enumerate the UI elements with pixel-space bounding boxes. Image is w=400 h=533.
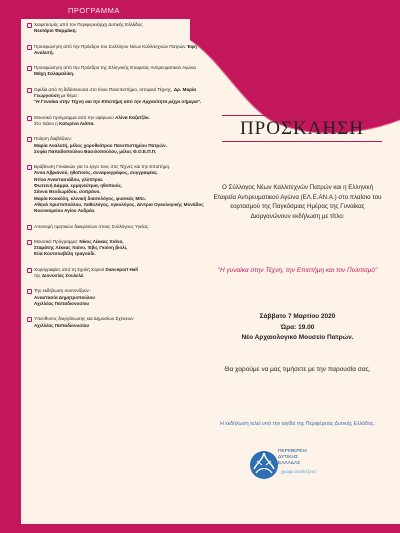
bullet-icon xyxy=(27,88,32,93)
closing-text: Θα χαρούμε να μας τιμήσετε με την παρουσία σας. xyxy=(224,366,371,373)
bullet-icon xyxy=(27,137,32,142)
region-logo-text: ΠΕΡΙΦΕΡΕΙΑ ΔΥΤΙΚΗΣ ΕΛΛΑΔΑΣ xyxy=(278,449,308,466)
bullet-icon xyxy=(27,116,32,121)
program-item: Ομιλία από τη διδάσκουσα στο Ιόνιο Πανεπιστήμιο, Ιστορικό Τέχνης, Δρ. Μαρία Γεωργούση με θέμα : "Η Γυναίκα στην Τέχνη και την Επιστήμη από την Αρχαιότητα μέχρι σήμερα". xyxy=(27,87,205,106)
bullet-icon xyxy=(27,268,32,273)
event-title: "Η γυναίκα στην Τέχνη, την Επιστήμη και τον Πολιτισμό" xyxy=(217,267,378,274)
left-accent-bar xyxy=(0,0,21,533)
program-title: ΠΡΟΓΡΑΜΜΑ xyxy=(68,6,120,15)
program-item: Μουσικό Πρόγραμμα: Νίκος Λέκκας πιάνο, Σταμάτης Λέκκας πιάνο, Έβις Γκιόνη βιολί, Εύα Κουτσουβέλη τραγούδι. xyxy=(27,239,205,258)
event-venue: Νέο Αρχαιολογικό Μουσείο Πατρών. xyxy=(241,334,354,341)
program-item: Προσφώνηση από την Πρόεδρο του Συλλόγου Νέων Καλλιτεχνών Πατρών Έφη Αναλυτή. xyxy=(27,44,205,57)
bullet-icon xyxy=(27,317,32,322)
program-item: Υπεύθυνος διοργάνωσης και Δημοσίων Σχέσεων Αχιλλέας Παπαδιονυσίου xyxy=(27,316,205,329)
program-item: Χαιρετισμός από τον Περιφερειάρχη Δυτικής Ελλάδος Νεκτάριο Φαρμάκη. xyxy=(27,22,205,35)
invitation-intro: Ο Σύλλογος Νέων Καλλιτεχνών Πατρών και η Ελληνική Εταιρεία Αντιρευματικού Αγώνα (ΕΛ.Ε.ΑΝ.Α.) στο πλαίσιο του εορτασμού της Παγκόσμιας Ημέρας της Γυναίκας Διοργανώνουν εκδήλωση με τίτλο: xyxy=(213,184,382,220)
program-item: Την εκδήλωση συντονίζουν : Αναστασία Δημητροπούλου Αχιλλέας Παπαδιονυσίου xyxy=(27,288,205,307)
program-item: Χορογραφίες από τη Σχολή Χορού Danceport Hall της Διονυσίας Σουλελέ. xyxy=(27,267,205,280)
event-details xyxy=(210,312,385,344)
bullet-icon xyxy=(27,289,32,294)
program-item: Ποίηση διαβάζουν: Μαρία Αναλυτή, μέλος χοροθεάτρου Πανεπιστημίου Πατρών. Σοφία Παπαδοπούλου Βασιλοπούλου, μέλος Θ.Ο.Ε.Π.Π. xyxy=(27,136,205,155)
aegis-text: Η εκδήλωση τελεί υπό την αιγίδα της Περιφέρειας Δυτικής Ελλάδος. xyxy=(220,421,375,427)
invitation-title: ΠΡΟΣΚΛΗΣΗ xyxy=(239,118,365,139)
event-date: Σάββατο 7 Μαρτίου 2020 xyxy=(259,313,336,320)
bullet-icon xyxy=(27,240,32,245)
bullet-icon xyxy=(27,225,32,230)
event-time: Ώρα: 19.00 xyxy=(280,323,315,331)
bullet-icon xyxy=(27,165,32,170)
divider xyxy=(222,115,382,116)
program-item: Βράβευση Γυναικών για το έργο τους στις Τέχνες και την Επιστήμη. Άννα Αβριανού, ηθοποιός, σεναριογράφος, συγγραφέας. Ντίνα Αναστασιάδου, γλύπτρια. Φωτεινή Δάρρα, ερμηνεύτρια, ηθοποιός. Σάννα Θεοδωρίδου, σοπράνο. Μαρία Κουκόλη, κλινική διαιτολόγος, φυσικός MSc. Αθηνά Χριστοπούλου, παθολόγος, ογκολόγος, Δ/ντρια Ογκολογικής Μονάδος Νοσοκομείου Αγίου Ανδρέα. xyxy=(27,164,205,214)
bullet-icon xyxy=(27,45,32,50)
region-logo-slogan: χρώμα αναδείξεις! xyxy=(281,470,317,475)
program-list xyxy=(27,22,205,338)
program-item: Μουσικό πρόγραμμα από την υψίφωνο Αλίνα Καζατζόκ. Στο πιάνο η Κατερίνα Λιάπα. xyxy=(27,115,205,128)
program-item: Απονομή τιμητικών διακρίσεων στους Συλλόγους Υγείας. xyxy=(27,224,205,230)
ornament-icon xyxy=(263,65,345,105)
bullet-icon xyxy=(27,23,32,28)
bottom-accent-band xyxy=(0,524,400,533)
divider xyxy=(222,141,382,142)
bullet-icon xyxy=(27,66,32,71)
program-item: Προσφώνηση από την Πρόεδρο της Ελληνικής Εταιρείας Αντιρευματικού Αγώνα Μάχη Σαλαμαλίκη. xyxy=(27,65,205,78)
